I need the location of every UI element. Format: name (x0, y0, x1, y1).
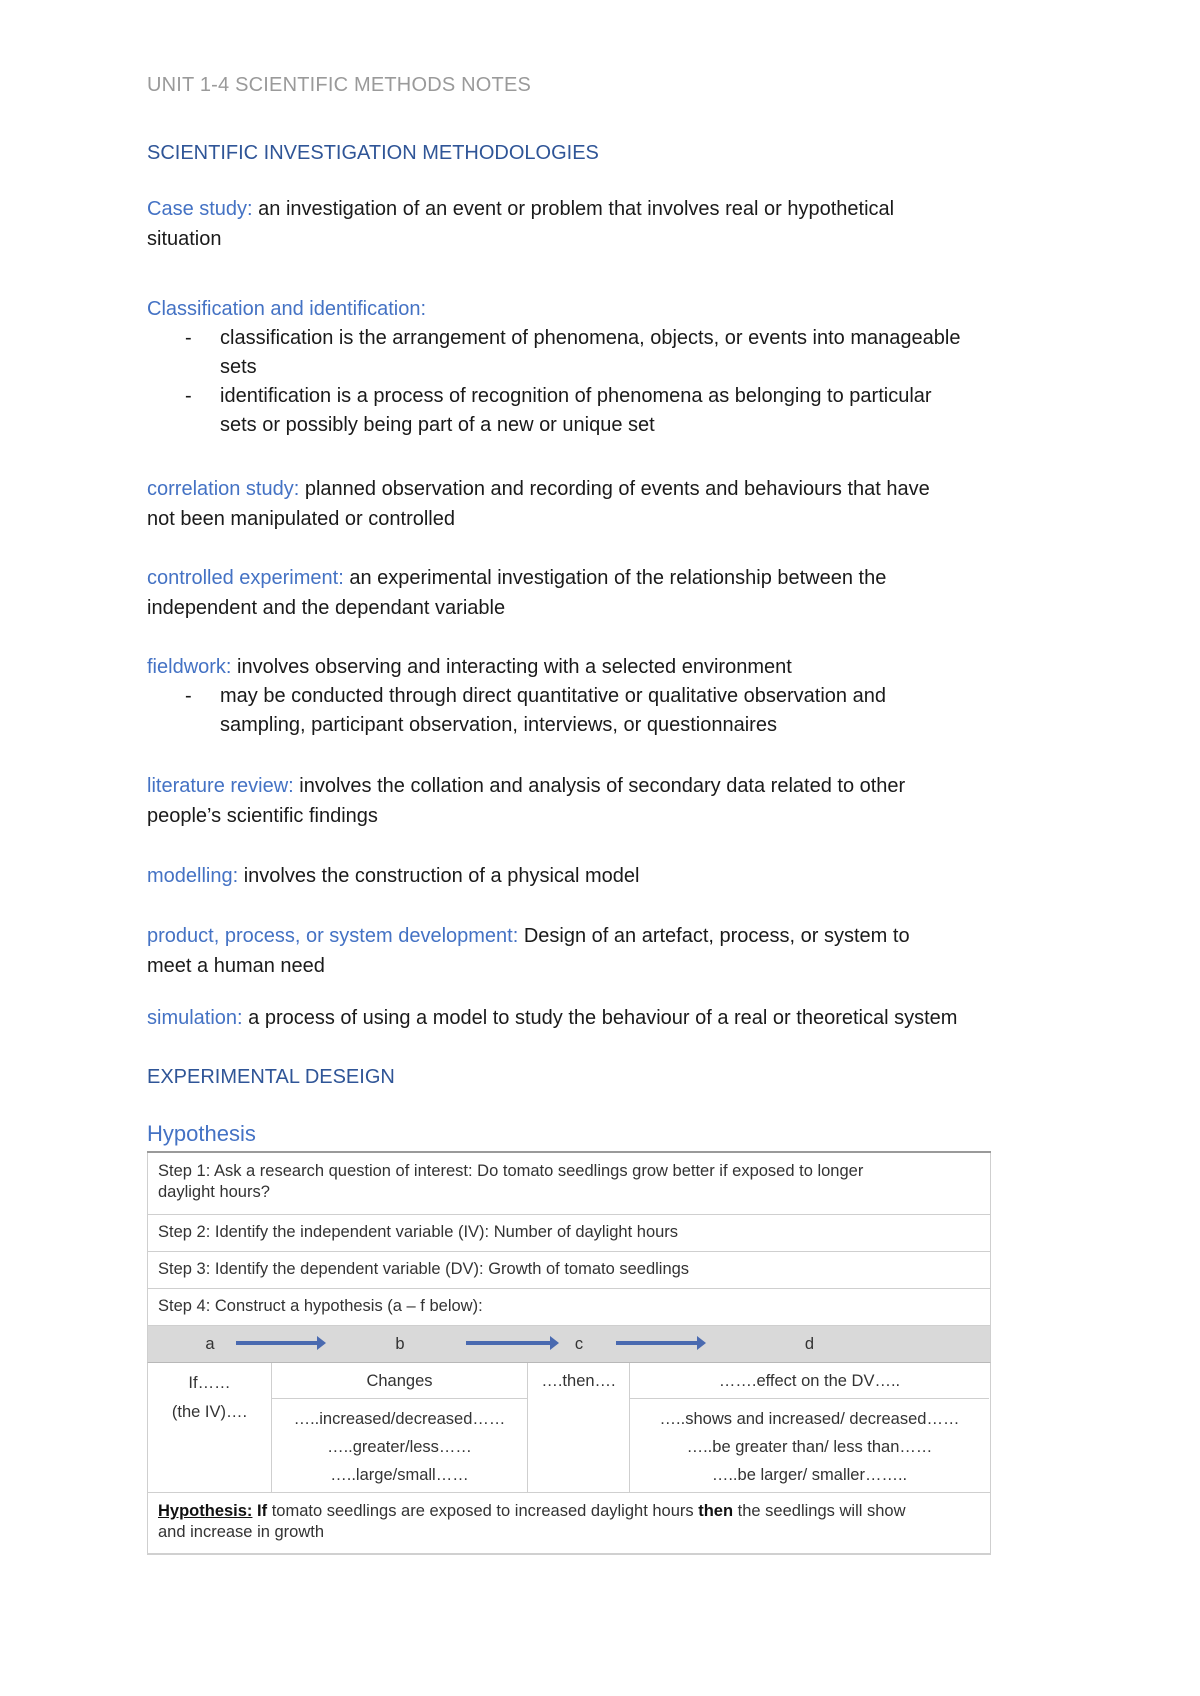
term-case-study: Case study: (147, 198, 253, 220)
entry-fieldwork (147, 652, 1067, 740)
product-text-1: Design of an artefact, process, or system to (518, 925, 910, 947)
column-label-a: a (205, 1334, 215, 1353)
list-item: - identification is a process of recognition of phenomena as belonging to particular sets or possibly being part of a new or unique set (185, 385, 932, 436)
entry-classification (147, 294, 1067, 440)
list-item: …..be larger/ smaller…….. (711, 1466, 908, 1484)
if-label: If…… (188, 1374, 231, 1392)
table-row-step2: Step 2: Identify the independent variable (IV): Number of daylight hours (147, 1215, 991, 1252)
list-item: - may be conducted through direct quantitative or qualitative observation and sampling, participant observation, interviews, or questionnaires (185, 685, 886, 736)
column-a (148, 1363, 272, 1492)
arrow-right-icon (466, 1341, 551, 1345)
fieldwork-text: involves observing and interacting with a selected environment (231, 656, 792, 678)
entry-controlled-experiment (147, 563, 1067, 623)
column-label-c: c (574, 1334, 584, 1353)
effect-label: …….effect on the DV….. (630, 1363, 989, 1399)
hypothesis-table (147, 1151, 991, 1555)
case-study-text-2: situation (147, 228, 222, 250)
iv-label: (the IV)…. (171, 1403, 248, 1421)
term-classification: Classification and identification: (147, 298, 427, 320)
modelling-text: involves the construction of a physical model (238, 865, 640, 887)
hypothesis-grid (147, 1363, 991, 1493)
term-product-development: product, process, or system development: (147, 925, 519, 947)
term-modelling: modelling: (147, 865, 239, 887)
list-item: …..greater/less…… (327, 1438, 472, 1456)
list-item: - classification is the arrangement of phenomena, objects, or events into manageable sets (185, 327, 961, 378)
entry-product-development (147, 921, 1067, 981)
term-fieldwork: fieldwork: (147, 656, 232, 678)
section-title-methodologies: SCIENTIFIC INVESTIGATION METHODOLOGIES (147, 142, 599, 164)
entry-case-study (147, 194, 1067, 254)
literature-text-1: involves the collation and analysis of secondary data related to other (293, 775, 906, 797)
correlation-text-2: not been manipulated or controlled (147, 508, 455, 530)
table-row-step3: Step 3: Identify the dependent variable (DV): Growth of tomato seedlings (147, 1252, 991, 1289)
hypothesis-heading: Hypothesis (147, 1121, 256, 1146)
document-header: UNIT 1-4 SCIENTIFIC METHODS NOTES (147, 74, 532, 96)
arrow-right-icon (236, 1341, 318, 1345)
table-row-step4: Step 4: Construct a hypothesis (a – f below): (147, 1289, 991, 1326)
column-b (272, 1363, 528, 1492)
controlled-text-2: independent and the dependant variable (147, 597, 506, 619)
entry-modelling (147, 861, 1067, 891)
term-simulation: simulation: (147, 1007, 243, 1029)
term-literature-review: literature review: (147, 775, 294, 797)
list-item: …..increased/decreased…… (293, 1410, 506, 1428)
controlled-text-1: an experimental investigation of the relationship between the (343, 567, 887, 589)
fieldwork-bullets (147, 682, 1067, 740)
term-correlation: correlation study: (147, 478, 300, 500)
table-row-step1: Step 1: Ask a research question of interest: Do tomato seedlings grow better if exposed to longer daylight hours? (147, 1153, 991, 1215)
entry-simulation (147, 1003, 1067, 1033)
then-label: ….then…. (541, 1372, 616, 1390)
entry-literature-review (147, 771, 1067, 831)
column-c (528, 1363, 630, 1492)
hypothesis-columns-header (147, 1326, 991, 1363)
column-label-d: d (804, 1334, 815, 1353)
list-item: …..shows and increased/ decreased…… (659, 1410, 960, 1428)
column-d (630, 1363, 989, 1492)
section-title-experimental-design: EXPERIMENTAL DESEIGN (147, 1066, 395, 1088)
correlation-text-1: planned observation and recording of events and behaviours that have (299, 478, 930, 500)
simulation-text: a process of using a model to study the behaviour of a real or theoretical system (242, 1007, 958, 1029)
hypothesis-label: Hypothesis: (158, 1502, 253, 1520)
table-row-hypothesis: Hypothesis: If tomato seedlings are exposed to increased daylight hours then the seedlings will show and increase in growth (147, 1493, 991, 1553)
product-text-2: meet a human need (147, 955, 325, 977)
changes-label: Changes (272, 1363, 527, 1399)
list-item: …..be greater than/ less than…… (686, 1438, 933, 1456)
term-controlled-experiment: controlled experiment: (147, 567, 344, 589)
arrow-right-icon (616, 1341, 698, 1345)
case-study-text-1: an investigation of an event or problem that involves real or hypothetical (252, 198, 895, 220)
list-item: …..large/small…… (330, 1466, 469, 1484)
classification-bullets (147, 324, 1067, 440)
literature-text-2: people’s scientific findings (147, 805, 378, 827)
entry-correlation (147, 474, 1067, 534)
column-label-b: b (395, 1334, 405, 1353)
